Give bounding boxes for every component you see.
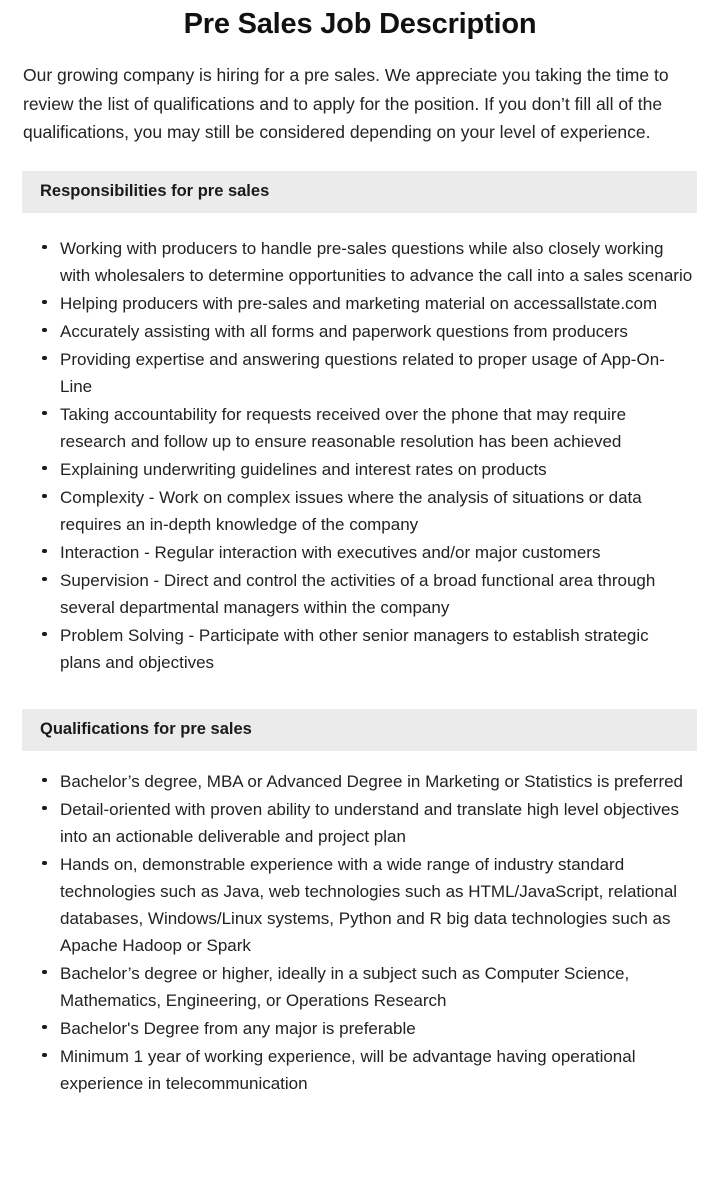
list-item-text: Working with producers to handle pre-sales questions while also closely working with wholesalers to determine opportunities to advance the call into a sales scenario — [60, 238, 693, 285]
bullet-icon — [42, 1025, 47, 1030]
bullet-icon — [42, 356, 47, 361]
bullet-icon — [42, 970, 47, 975]
list-item-text: Supervision - Direct and control the activities of a broad functional area through several departmental managers within the company — [60, 570, 656, 617]
bullet-icon — [42, 778, 47, 783]
list-item — [0, 484, 720, 538]
list-item — [0, 290, 720, 317]
list-item — [0, 401, 720, 455]
list-item-text: Complexity - Work on complex issues where the analysis of situations or data requires an in-depth knowledge of the company — [60, 487, 642, 534]
bullet-icon — [42, 328, 47, 333]
intro-paragraph: Our growing company is hiring for a pre sales. We appreciate you taking the time to review the list of qualifications and to apply for the position. If you don’t fill all of the qualifications, you may still be considered depending on your level of experience. — [23, 65, 669, 142]
list-item-text: Explaining underwriting guidelines and interest rates on products — [60, 459, 547, 479]
list-item-text: Providing expertise and answering questions related to proper usage of App-On-Line — [60, 349, 665, 396]
bullet-icon — [42, 494, 47, 499]
list-item-text: Hands on, demonstrable experience with a wide range of industry standard technologies such as Java, web technologies such as HTML/JavaScript, relational databases, Windows/Linux systems, Python and R big data technologies such as Apache Hadoop or Spark — [60, 854, 678, 955]
list-item — [0, 235, 720, 289]
list-item-text: Taking accountability for requests received over the phone that may require research and follow up to ensure reasonable resolution has been achieved — [60, 404, 627, 451]
section-heading-label: Qualifications for pre sales — [40, 719, 252, 738]
list-item-text: Accurately assisting with all forms and paperwork questions from producers — [60, 321, 628, 341]
list-item — [0, 622, 720, 676]
list-item — [0, 796, 720, 850]
bullet-icon — [42, 300, 47, 305]
bullet-icon — [42, 632, 47, 637]
bullet-icon — [42, 411, 47, 416]
list-item — [0, 318, 720, 345]
list-item-text: Helping producers with pre-sales and marketing material on accessallstate.com — [60, 293, 658, 313]
responsibilities-list — [0, 213, 720, 676]
list-item-text: Problem Solving - Participate with other senior managers to establish strategic plans and objectives — [60, 625, 649, 672]
bullet-icon — [42, 245, 47, 250]
bullet-icon — [42, 806, 47, 811]
bullet-icon — [42, 577, 47, 582]
section-heading-label: Responsibilities for pre sales — [40, 181, 270, 200]
qualifications-list — [0, 751, 720, 1097]
bullet-icon — [42, 549, 47, 554]
list-item-text: Minimum 1 year of working experience, will be advantage having operational experience in telecommunication — [60, 1046, 636, 1093]
section-header-responsibilities — [22, 171, 697, 213]
list-item-text: Bachelor's Degree from any major is preferable — [60, 1018, 416, 1038]
bullet-icon — [42, 466, 47, 471]
list-item — [0, 567, 720, 621]
list-item — [0, 851, 720, 959]
bullet-icon — [42, 861, 47, 866]
list-item — [0, 346, 720, 400]
list-item — [0, 539, 720, 566]
list-item — [0, 768, 720, 795]
list-item-text: Bachelor’s degree or higher, ideally in a subject such as Computer Science, Mathematics, Engineering, or Operations Research — [60, 963, 630, 1010]
list-item-text: Interaction - Regular interaction with executives and/or major customers — [60, 542, 601, 562]
list-item — [0, 960, 720, 1014]
list-item-text: Bachelor’s degree, MBA or Advanced Degree in Marketing or Statistics is preferred — [60, 771, 684, 791]
list-item — [0, 1043, 720, 1097]
list-item — [0, 1015, 720, 1042]
section-header-qualifications — [22, 709, 697, 751]
page-bottom-spacer — [0, 1097, 720, 1137]
page-title: Pre Sales Job Description — [183, 8, 537, 40]
bullet-icon — [42, 1053, 47, 1058]
list-item-text: Detail-oriented with proven ability to understand and translate high level objectives into an actionable deliverable and project plan — [60, 799, 679, 846]
list-item — [0, 456, 720, 483]
